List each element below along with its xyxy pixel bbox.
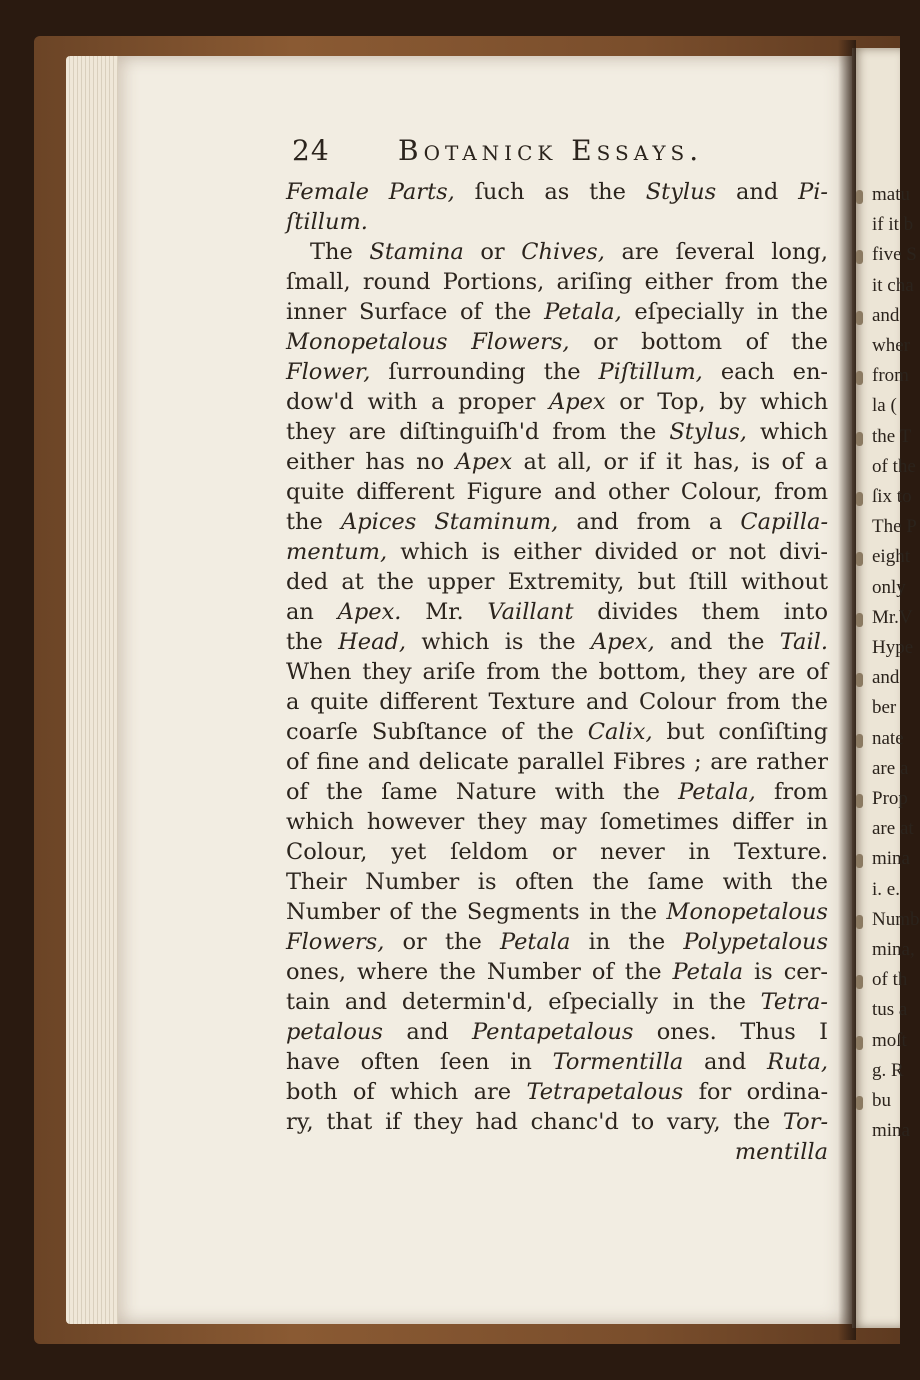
text-line: ſtillum. bbox=[286, 209, 368, 235]
body-text bbox=[286, 177, 828, 1167]
text-line: petalous and Pentapetalous ones. Thus I bbox=[286, 1019, 829, 1045]
text-line: ded at the upper Extremity, but ſtill without bbox=[286, 569, 829, 595]
page-tab-mark bbox=[856, 190, 863, 204]
text-line: which however they may ſometimes differ in bbox=[286, 809, 829, 835]
text-line: When they ariſe from the bottom, they are of bbox=[286, 659, 828, 685]
page-number: 24 bbox=[292, 134, 330, 167]
facing-page-fragment: it cha bbox=[872, 274, 914, 296]
text-line: The Stamina or Chives, are ſeveral long, bbox=[310, 239, 828, 265]
text-line: coarſe Subſtance of the Calix, but conſiſting bbox=[286, 719, 828, 745]
text-line: tain and determin'd, eſpecially in the Tetra- bbox=[286, 989, 829, 1015]
facing-page-fragment: ſix to bbox=[872, 486, 912, 507]
text-line: Flowers, or the Petala in the Polypetalous bbox=[286, 929, 829, 955]
facing-page-fragment: and bbox=[872, 667, 900, 689]
text-line: Number of the Segments in the Monopetalous bbox=[286, 899, 828, 925]
facing-page-fragment: Hype bbox=[872, 637, 914, 658]
facing-page-fragment: i. e. bbox=[872, 878, 900, 900]
text-line: a quite different Texture and Colour from the bbox=[286, 689, 828, 715]
facing-page-fragment: bu bbox=[872, 1090, 891, 1111]
page-tab-mark bbox=[856, 492, 863, 506]
catchword: mentilla bbox=[734, 1139, 828, 1165]
page-tab-mark bbox=[856, 915, 863, 929]
facing-page-fragment: wher bbox=[872, 335, 910, 356]
facing-page-fragment: eight bbox=[872, 546, 910, 568]
page-tab-mark bbox=[856, 854, 863, 868]
facing-page-fragment: Prop bbox=[872, 788, 908, 809]
facing-page-fragment: are at bbox=[872, 818, 914, 840]
text-line: dow'd with a proper Apex or Top, by which bbox=[286, 389, 829, 415]
text-line: ones, where the Number of the Petala is cer- bbox=[286, 959, 828, 985]
page-tab-mark bbox=[856, 371, 863, 385]
facing-page-fragment: matu bbox=[872, 184, 910, 205]
page-tab-mark bbox=[856, 552, 863, 566]
text-line: inner Surface of the Petala, eſpecially in the bbox=[286, 299, 829, 325]
facing-page-fragment: Numb bbox=[872, 908, 920, 930]
facing-page-fragment: nate bbox=[872, 727, 904, 749]
text-line: of the ſame Nature with the Petala, from bbox=[286, 779, 828, 805]
page-tab-mark bbox=[856, 250, 863, 264]
spine-shadow bbox=[838, 40, 856, 1340]
facing-page-fragment: la ( bbox=[872, 395, 897, 417]
page-tab-mark bbox=[856, 1096, 863, 1110]
page-tab-mark bbox=[856, 1036, 863, 1050]
text-line: have often ſeen in Tormentilla and Ruta, bbox=[286, 1049, 829, 1075]
facing-page-fragment: are a bbox=[872, 757, 909, 779]
text-line: both of which are Tetrapetalous for ordina- bbox=[286, 1079, 829, 1105]
page-tab-mark bbox=[856, 794, 863, 808]
facing-page bbox=[852, 48, 920, 1328]
page-header bbox=[292, 134, 832, 174]
facing-page-fragment: of th bbox=[872, 969, 908, 991]
facing-page-fragment: tus a bbox=[872, 999, 908, 1021]
page-tab-mark bbox=[856, 432, 863, 446]
text-line: mentum, which is either divided or not divi- bbox=[286, 539, 829, 565]
text-line: Their Number is often the ſame with the bbox=[286, 869, 828, 895]
facing-page-fragment: only bbox=[872, 576, 906, 598]
facing-page-fragment: mina bbox=[872, 848, 910, 870]
text-line: of fine and delicate parallel Fibres ; are rather bbox=[286, 749, 828, 775]
facing-page-fragment: if it b bbox=[872, 214, 914, 236]
facing-page-fragment: g. R bbox=[872, 1059, 904, 1081]
facing-page-fragment: of the bbox=[872, 455, 916, 477]
text-line: Female Parts, ſuch as the Stylus and Pi- bbox=[286, 179, 829, 205]
text-line: either has no Apex at all, or if it has, is of a bbox=[286, 449, 829, 475]
text-line: ſmall, round Portions, ariſing either from the bbox=[286, 269, 828, 295]
text-line: Colour, yet ſeldom or never in Texture. bbox=[286, 839, 829, 865]
text-line: Monopetalous Flowers, or bottom of the bbox=[286, 329, 828, 355]
text-line: Flower, ſurrounding the Piſtillum, each en- bbox=[286, 359, 829, 385]
page-tab-mark bbox=[856, 311, 863, 325]
text-line: an Apex. Mr. Vaillant divides them into bbox=[286, 599, 828, 625]
page-tab-mark bbox=[856, 734, 863, 748]
facing-page-fragment: The P bbox=[872, 516, 917, 538]
facing-page-fragment: mina, bbox=[872, 939, 915, 960]
page-tab-mark bbox=[856, 673, 863, 687]
facing-page-fragment: from bbox=[872, 365, 909, 387]
facing-page-fragment: moſt bbox=[872, 1029, 907, 1051]
text-line: the Apices Staminum, and from a Capilla- bbox=[286, 509, 829, 535]
facing-page-fragment: and bbox=[872, 304, 900, 326]
text-line: they are diſtinguiſh'd from the Stylus, which bbox=[286, 419, 829, 445]
page-tab-mark bbox=[856, 975, 863, 989]
facing-page-fragment: five S bbox=[872, 244, 917, 266]
facing-page-fragment: Mr.V bbox=[872, 606, 913, 628]
running-title: Botanick Essays. bbox=[398, 134, 704, 167]
text-line: quite different Figure and other Colour, from bbox=[286, 479, 829, 505]
facing-page-fragment: the T bbox=[872, 425, 912, 447]
facing-page-fragment: ber bbox=[872, 697, 897, 719]
facing-page-fragment: mina bbox=[872, 1120, 910, 1142]
page-tab-mark bbox=[856, 613, 863, 627]
text-line: ry, that if they had chanc'd to vary, the Tor- bbox=[286, 1109, 829, 1135]
text-line: the Head, which is the Apex, and the Tail. bbox=[286, 629, 829, 655]
